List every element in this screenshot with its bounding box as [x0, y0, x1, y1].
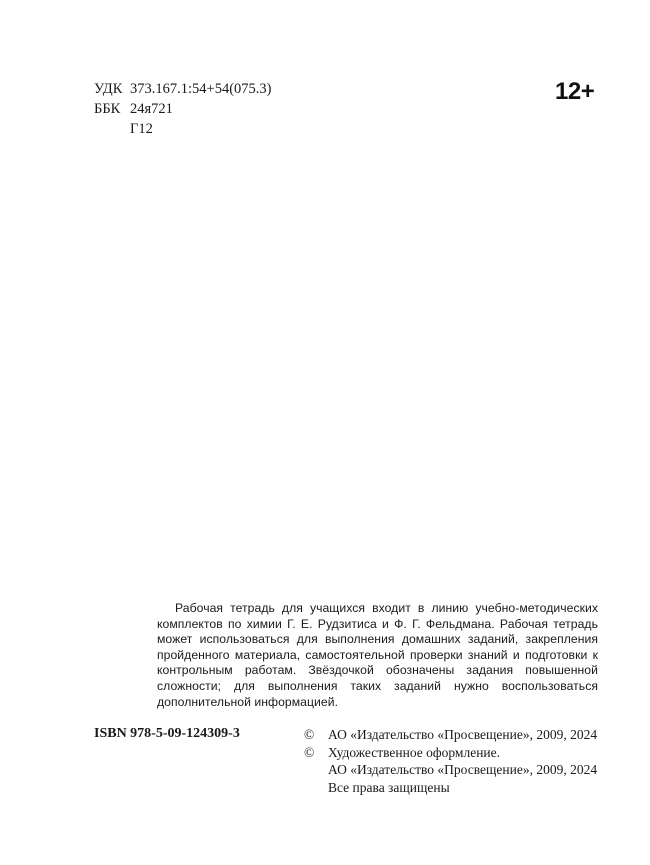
annotation-paragraph: Рабочая тетрадь для учащихся входит в линию учебно-методических комплектов по химии Г. Е. Рудзитиса и Ф. Г. Фельдмана. Рабочая тетрадь может использоваться для выполнения домашних заданий, закрепления пройденного материала, самостоятельной проверки знаний и подготовки к контрольным работам. Звёздочкой обозначены задания повышенной сложности; для выполнения таких заданий нужно воспользоваться дополнительной информацией. — [157, 601, 598, 709]
copyright-block — [304, 726, 597, 796]
udk-label: УДК — [94, 81, 123, 97]
bbk-value: 24я721 — [130, 101, 173, 117]
copyright-line-3: АО «Издательство «Просвещение», 2009, 2024 — [328, 762, 598, 777]
udk-value: 373.167.1:54+54(075.3) — [130, 81, 272, 97]
bbk-row — [94, 99, 272, 119]
copyright-line-publisher — [304, 726, 597, 744]
copyright-line-design — [304, 744, 597, 762]
author-mark: Г12 — [130, 121, 153, 137]
copyright-line-1: АО «Издательство «Просвещение», 2009, 2024 — [328, 727, 598, 742]
copyright-symbol: © — [304, 744, 315, 760]
age-rating: 12+ — [555, 78, 595, 105]
copyright-line-4: Все права защищены — [328, 779, 450, 795]
isbn: ISBN 978-5-09-124309-3 — [94, 726, 240, 741]
library-classification — [94, 79, 272, 139]
udk-row — [94, 79, 272, 99]
copyright-line-2: Художественное оформление. — [328, 744, 501, 760]
bbk-label: ББК — [94, 101, 121, 117]
copyright-symbol: © — [304, 727, 315, 742]
